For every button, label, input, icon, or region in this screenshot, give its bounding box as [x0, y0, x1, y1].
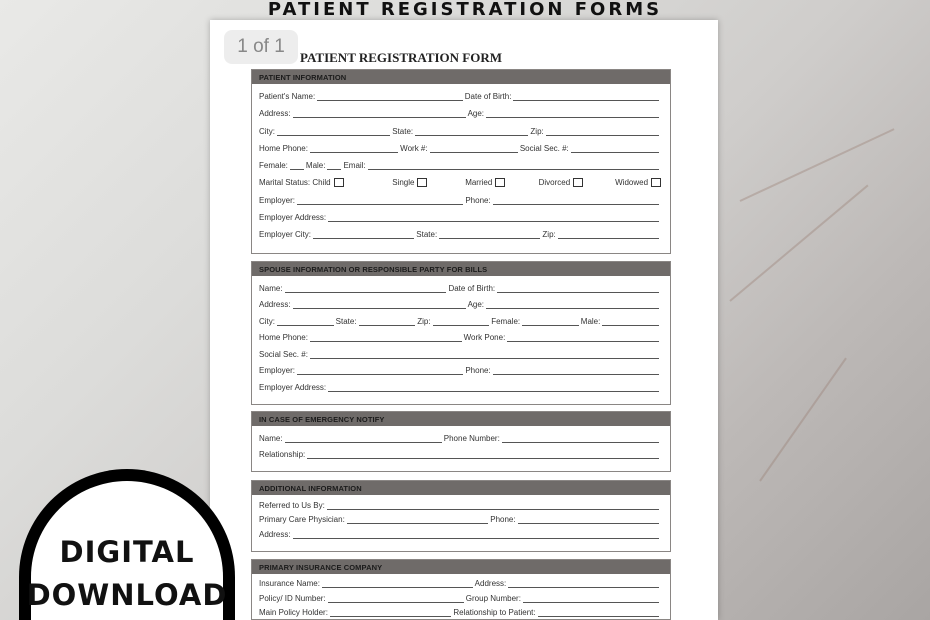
field-input-line[interactable] — [546, 128, 659, 136]
marble-vein — [729, 185, 868, 302]
field-label: Female: — [491, 316, 521, 326]
field-input-line[interactable] — [310, 145, 398, 153]
field-input-line[interactable] — [493, 197, 659, 205]
checkbox-label: Widowed — [615, 178, 649, 188]
field-input-line[interactable] — [290, 162, 304, 170]
form-row — [252, 510, 670, 525]
form-row — [252, 136, 670, 153]
form-row — [252, 443, 670, 460]
field-input-line[interactable] — [486, 110, 659, 118]
form-row — [252, 588, 670, 602]
form-row — [252, 495, 670, 510]
field-label: Employer: — [259, 195, 296, 205]
field-input-line[interactable] — [415, 128, 528, 136]
checkbox-label: Divorced — [538, 178, 571, 188]
marital-option[interactable] — [505, 178, 583, 187]
field-input-line[interactable] — [359, 318, 416, 326]
field-label: Relationship: — [259, 450, 306, 459]
field-label: Employer: — [259, 366, 296, 376]
field-label: Insurance Name: — [259, 579, 320, 589]
field-label: State: — [416, 229, 438, 239]
field-input-line[interactable] — [433, 318, 490, 326]
section-heading: IN CASE OF EMERGENCY NOTIFY — [252, 412, 670, 426]
field-input-line[interactable] — [297, 197, 463, 205]
field-input-line[interactable] — [313, 231, 414, 239]
field-label: Male: — [305, 161, 326, 171]
field-label: Email: — [343, 161, 366, 171]
field-input-line[interactable] — [327, 162, 341, 170]
form-row — [252, 603, 670, 617]
form-title: PATIENT REGISTRATION FORM — [300, 50, 503, 65]
field-input-line[interactable] — [558, 231, 659, 239]
field-label: Work Pone: — [463, 333, 506, 343]
field-label: Phone: — [465, 366, 491, 376]
field-label: Zip: — [530, 126, 544, 136]
field-label: Phone: — [465, 195, 491, 205]
section-heading: SPOUSE INFORMATION OR RESPONSIBLE PARTY FOR BILLS — [252, 262, 670, 276]
field-label: Male: — [580, 316, 601, 326]
form-row — [252, 276, 670, 293]
field-input-line[interactable] — [538, 609, 659, 617]
field-label: Address: — [259, 300, 291, 310]
field-input-line[interactable] — [513, 93, 659, 101]
form-row — [252, 84, 670, 101]
field-label: State: — [392, 126, 414, 136]
field-input-line[interactable] — [507, 334, 659, 342]
field-label: Name: — [259, 283, 283, 293]
marital-option[interactable] — [259, 178, 344, 187]
field-input-line[interactable] — [277, 318, 334, 326]
checkbox[interactable] — [334, 178, 344, 187]
field-input-line[interactable] — [347, 516, 488, 524]
field-input-line[interactable] — [310, 351, 659, 359]
section-heading: PATIENT INFORMATION — [252, 70, 670, 84]
field-label: Employer City: — [259, 229, 312, 239]
field-input-line[interactable] — [518, 516, 659, 524]
field-input-line[interactable] — [328, 214, 659, 222]
field-input-line[interactable] — [328, 595, 464, 603]
form-row — [252, 309, 670, 326]
field-label: Policy/ ID Number: — [259, 593, 326, 603]
field-label: Address: — [259, 529, 291, 539]
field-label: Zip: — [542, 229, 556, 239]
field-label: Patient's Name: — [259, 92, 316, 102]
field-label: Name: — [259, 433, 283, 443]
form-row — [252, 205, 670, 222]
field-input-line[interactable] — [285, 435, 442, 443]
marble-vein — [740, 128, 895, 202]
field-label: Phone: — [490, 515, 516, 525]
field-input-line[interactable] — [493, 367, 659, 375]
form-row — [252, 359, 670, 376]
field-label: Main Policy Holder: — [259, 607, 328, 617]
field-label: Employer Address: — [259, 212, 327, 222]
field-input-line[interactable] — [310, 334, 462, 342]
form-row — [252, 524, 670, 539]
checkbox[interactable] — [417, 178, 427, 187]
field-label: Address: — [474, 579, 507, 589]
form-row — [252, 293, 670, 310]
field-label: City: — [259, 316, 275, 326]
field-label: Female: — [259, 161, 288, 171]
checkbox-label: Single — [392, 178, 415, 188]
field-label: Social Sec. #: — [519, 143, 569, 153]
field-input-line[interactable] — [508, 580, 659, 588]
field-input-line[interactable] — [317, 93, 463, 101]
field-input-line[interactable] — [497, 285, 659, 293]
field-input-line[interactable] — [368, 162, 659, 170]
form-section — [251, 69, 671, 254]
form-row — [252, 574, 670, 588]
field-label: Social Sec. #: — [259, 349, 308, 359]
field-label: Age: — [467, 300, 485, 310]
field-label: Relationship to Patient: — [453, 607, 536, 617]
field-input-line[interactable] — [522, 318, 579, 326]
field-input-line[interactable] — [322, 580, 473, 588]
field-label: Address: — [259, 109, 291, 119]
field-input-line[interactable] — [293, 531, 659, 539]
badge-line1: DIGITAL — [59, 535, 195, 569]
field-input-line[interactable] — [277, 128, 390, 136]
checkbox-label: Married — [465, 178, 493, 188]
form-row — [252, 375, 670, 392]
field-label: Date of Birth: — [448, 283, 496, 293]
field-label: Employer Address: — [259, 382, 327, 392]
form-row — [252, 187, 670, 204]
form-row — [252, 342, 670, 359]
field-input-line[interactable] — [328, 384, 659, 392]
marital-option[interactable] — [350, 178, 428, 187]
badge-line2: DOWNLOAD — [26, 578, 228, 612]
form-section — [251, 411, 671, 472]
field-label: Group Number: — [465, 593, 521, 603]
section-heading: ADDITIONAL INFORMATION — [252, 481, 670, 495]
field-input-line[interactable] — [486, 301, 659, 309]
field-input-line[interactable] — [327, 502, 659, 510]
form-row — [252, 101, 670, 118]
field-input-line[interactable] — [602, 318, 659, 326]
form-row — [252, 170, 670, 187]
form-section — [251, 559, 671, 620]
marital-option[interactable] — [427, 178, 505, 187]
field-input-line[interactable] — [502, 435, 659, 443]
section-heading: PRIMARY INSURANCE COMPANY — [252, 560, 670, 574]
field-input-line[interactable] — [307, 451, 659, 459]
field-label: Home Phone: — [259, 333, 308, 343]
form-section — [251, 480, 671, 552]
field-label: City: — [259, 126, 275, 136]
form-row — [252, 222, 670, 239]
field-label: State: — [335, 316, 357, 326]
field-label: Zip: — [417, 316, 431, 326]
field-input-line[interactable] — [571, 145, 659, 153]
field-input-line[interactable] — [285, 285, 447, 293]
field-label: Age: — [467, 109, 485, 119]
checkbox-label: Marital Status: Child — [259, 178, 331, 188]
field-input-line[interactable] — [297, 367, 463, 375]
field-label: Home Phone: — [259, 143, 308, 153]
banner-title: PATIENT REGISTRATION FORMS — [267, 0, 663, 20]
field-input-line[interactable] — [330, 609, 451, 617]
form-row — [252, 118, 670, 135]
page-counter: 1 of 1 — [224, 30, 298, 64]
marital-option[interactable] — [583, 178, 661, 187]
field-label: Primary Care Physician: — [259, 515, 345, 525]
form-section — [251, 261, 671, 405]
checkbox[interactable] — [573, 178, 583, 187]
field-label: Date of Birth: — [464, 92, 512, 102]
field-label: Work #: — [400, 143, 428, 153]
field-input-line[interactable] — [439, 231, 540, 239]
field-label: Phone Number: — [443, 433, 500, 443]
field-input-line[interactable] — [293, 301, 466, 309]
checkbox[interactable] — [495, 178, 505, 187]
form-row — [252, 326, 670, 343]
marble-vein — [759, 358, 847, 482]
checkbox[interactable] — [651, 178, 661, 187]
field-input-line[interactable] — [293, 110, 466, 118]
form-row — [252, 426, 670, 443]
field-label: Referred to Us By: — [259, 500, 325, 510]
form-row — [252, 153, 670, 170]
field-input-line[interactable] — [430, 145, 518, 153]
field-input-line[interactable] — [523, 595, 659, 603]
